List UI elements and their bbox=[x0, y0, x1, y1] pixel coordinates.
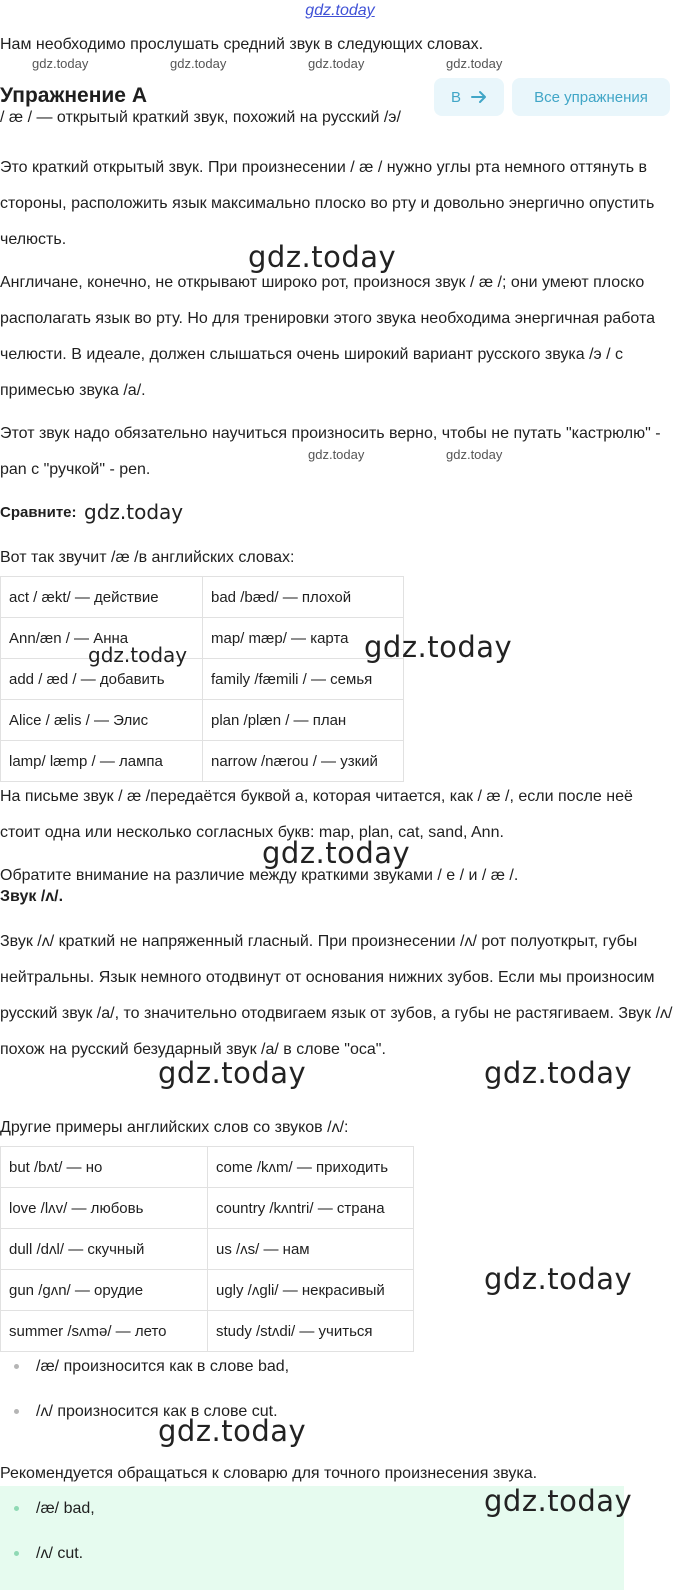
list-item-text: /æ/ bad, bbox=[36, 1500, 95, 1517]
table-cell: Ann/æn / — Анна bbox=[1, 618, 203, 659]
table-cell: us /ʌs/ — нам bbox=[208, 1229, 414, 1270]
site-watermark-link[interactable]: gdz.today bbox=[305, 2, 375, 19]
table-cell: plan /plæn / — план bbox=[203, 700, 404, 741]
table-row bbox=[1, 1188, 414, 1229]
table-row bbox=[1, 1147, 414, 1188]
watermark: gdz.today bbox=[170, 56, 227, 71]
table-cell: summer /sʌmə/ — лето bbox=[1, 1311, 208, 1352]
table-row bbox=[1, 618, 404, 659]
words-table-ae bbox=[0, 576, 404, 782]
table-cell: map/ mæp/ — карта bbox=[203, 618, 404, 659]
pronunciation-list bbox=[0, 1344, 680, 1434]
table-cell: narrow /nærou / — узкий bbox=[203, 741, 404, 782]
watermark: gdz.today bbox=[158, 1414, 307, 1448]
watermark: gdz.today bbox=[484, 1056, 633, 1090]
table-cell: love /lʌv/ — любовь bbox=[1, 1188, 208, 1229]
paragraph-5: Звук /ʌ/ краткий не напряженный гласный. При произнесении /ʌ/ рот полуоткрыт, губы нейтральны. Язык немного отодвинут от основания нижних зубов. Если мы произносим русский звук /а/, то значительно отодвигаем язык от зубов, а губы не растягиваем. Звук /ʌ/ похож на русский безударный звук /а/ в слове "оса". bbox=[0, 933, 673, 1058]
table-row bbox=[1, 659, 404, 700]
note-cut-line bbox=[0, 868, 680, 882]
list-item-text: /ʌ/ произносится как в слове cut. bbox=[36, 1403, 278, 1420]
intro-text: Нам необходимо прослушать средний звук в следующих словах. bbox=[0, 36, 484, 53]
watermark: gdz.today bbox=[484, 1262, 633, 1296]
note-text: Обратите внимание на различие между краткими звуками / e / и / æ /. bbox=[0, 867, 519, 884]
table1-intro: Вот так звучит /æ /в английских словах: bbox=[0, 549, 295, 566]
exercise-title: Упражнение A bbox=[0, 84, 147, 107]
paragraph-4: На письме звук / æ /передаётся буквой а, которая читается, как / æ /, если после неё стоит одна или несколько согласных букв: map, plan, cat, sand, Ann. bbox=[0, 788, 633, 841]
list-item bbox=[0, 1531, 624, 1576]
table-row bbox=[1, 700, 404, 741]
compare-label: Сравните: bbox=[0, 504, 77, 521]
list-item bbox=[0, 1389, 680, 1434]
paragraph-2: Англичане, конечно, не открывают широко рот, произнося звук / æ /; они умеют плоско располагать язык во рту. Но для тренировки этого звука необходима энергичная работа челюсти. В идеале, должен слышаться очень широкий вариант русского звука /э / с примесью звука /а/. bbox=[0, 274, 656, 399]
watermark: gdz.today bbox=[308, 447, 365, 462]
table2-intro: Другие примеры английских слов со звуков /ʌ/: bbox=[0, 1119, 349, 1136]
table-row bbox=[1, 741, 404, 782]
table-cell: dull /dʌl/ — скучный bbox=[1, 1229, 208, 1270]
paragraph-3: Этот звук надо обязательно научиться произносить верно, чтобы не путать "кастрюлю" - pan с "ручкой" - pen. bbox=[0, 425, 661, 478]
watermark: gdz.today bbox=[32, 56, 89, 71]
table-cell: Alice / ælis / — Элис bbox=[1, 700, 203, 741]
table-cell: country /kʌntri/ — страна bbox=[208, 1188, 414, 1229]
watermark: gdz.today bbox=[84, 500, 184, 524]
table-row bbox=[1, 577, 404, 618]
watermark: gdz.today bbox=[158, 1056, 307, 1090]
bullet-dot-icon bbox=[14, 1506, 19, 1511]
table-cell: come /kʌm/ — приходить bbox=[208, 1147, 414, 1188]
all-exercises-label: Все упражнения bbox=[534, 88, 648, 106]
recommend-text: Рекомендуется обращаться к словарю для точного произнесения звука. bbox=[0, 1465, 538, 1482]
table-cell: study /stʌdi/ — учиться bbox=[208, 1311, 414, 1352]
words-table-uh bbox=[0, 1146, 414, 1352]
clipped-heading-text: / æ / — открытый краткий звук, похожий на русский /э/ bbox=[0, 109, 401, 126]
bullet-dot-icon bbox=[14, 1551, 19, 1556]
table-cell: bad /bæd/ — плохой bbox=[203, 577, 404, 618]
watermark: gdz.today bbox=[484, 1484, 633, 1518]
sound2-heading: Звук /ʌ/. bbox=[0, 888, 64, 905]
prev-button-label: В bbox=[450, 88, 461, 106]
table-cell: ugly /ʌgli/ — некрасивый bbox=[208, 1270, 414, 1311]
table-row bbox=[1, 1270, 414, 1311]
list-item bbox=[0, 1344, 680, 1389]
table-cell: add / æd / — добавить bbox=[1, 659, 203, 700]
table-cell: family /fæmili / — семья bbox=[203, 659, 404, 700]
watermark: gdz.today bbox=[446, 447, 503, 462]
bullet-dot-icon bbox=[14, 1364, 19, 1369]
table-cell: lamp/ læmp / — лампа bbox=[1, 741, 203, 782]
table-cell: gun /gʌn/ — орудие bbox=[1, 1270, 208, 1311]
list-item-text: /ʌ/ cut. bbox=[36, 1545, 84, 1562]
paragraph-1: Это краткий открытый звук. При произнесении / æ / нужно углы рта немного оттянуть в стороны, расположить язык максимально плоско во рту и довольно энергично опустить челюсть. bbox=[0, 159, 655, 248]
arrow-right-icon bbox=[471, 90, 487, 104]
bullet-dot-icon bbox=[14, 1409, 19, 1414]
table-cell: act / ækt/ — действие bbox=[1, 577, 203, 618]
watermark: gdz.today bbox=[88, 643, 188, 667]
watermark: gdz.today bbox=[308, 56, 365, 71]
watermark: gdz.today bbox=[248, 240, 397, 274]
watermark: gdz.today bbox=[446, 56, 503, 71]
clipped-heading bbox=[0, 109, 680, 134]
list-item-text: /æ/ произносится как в слове bad, bbox=[36, 1358, 290, 1375]
table-row bbox=[1, 1229, 414, 1270]
watermark: gdz.today bbox=[364, 630, 513, 664]
watermark: gdz.today bbox=[262, 836, 411, 870]
table-cell: but /bʌt/ — но bbox=[1, 1147, 208, 1188]
